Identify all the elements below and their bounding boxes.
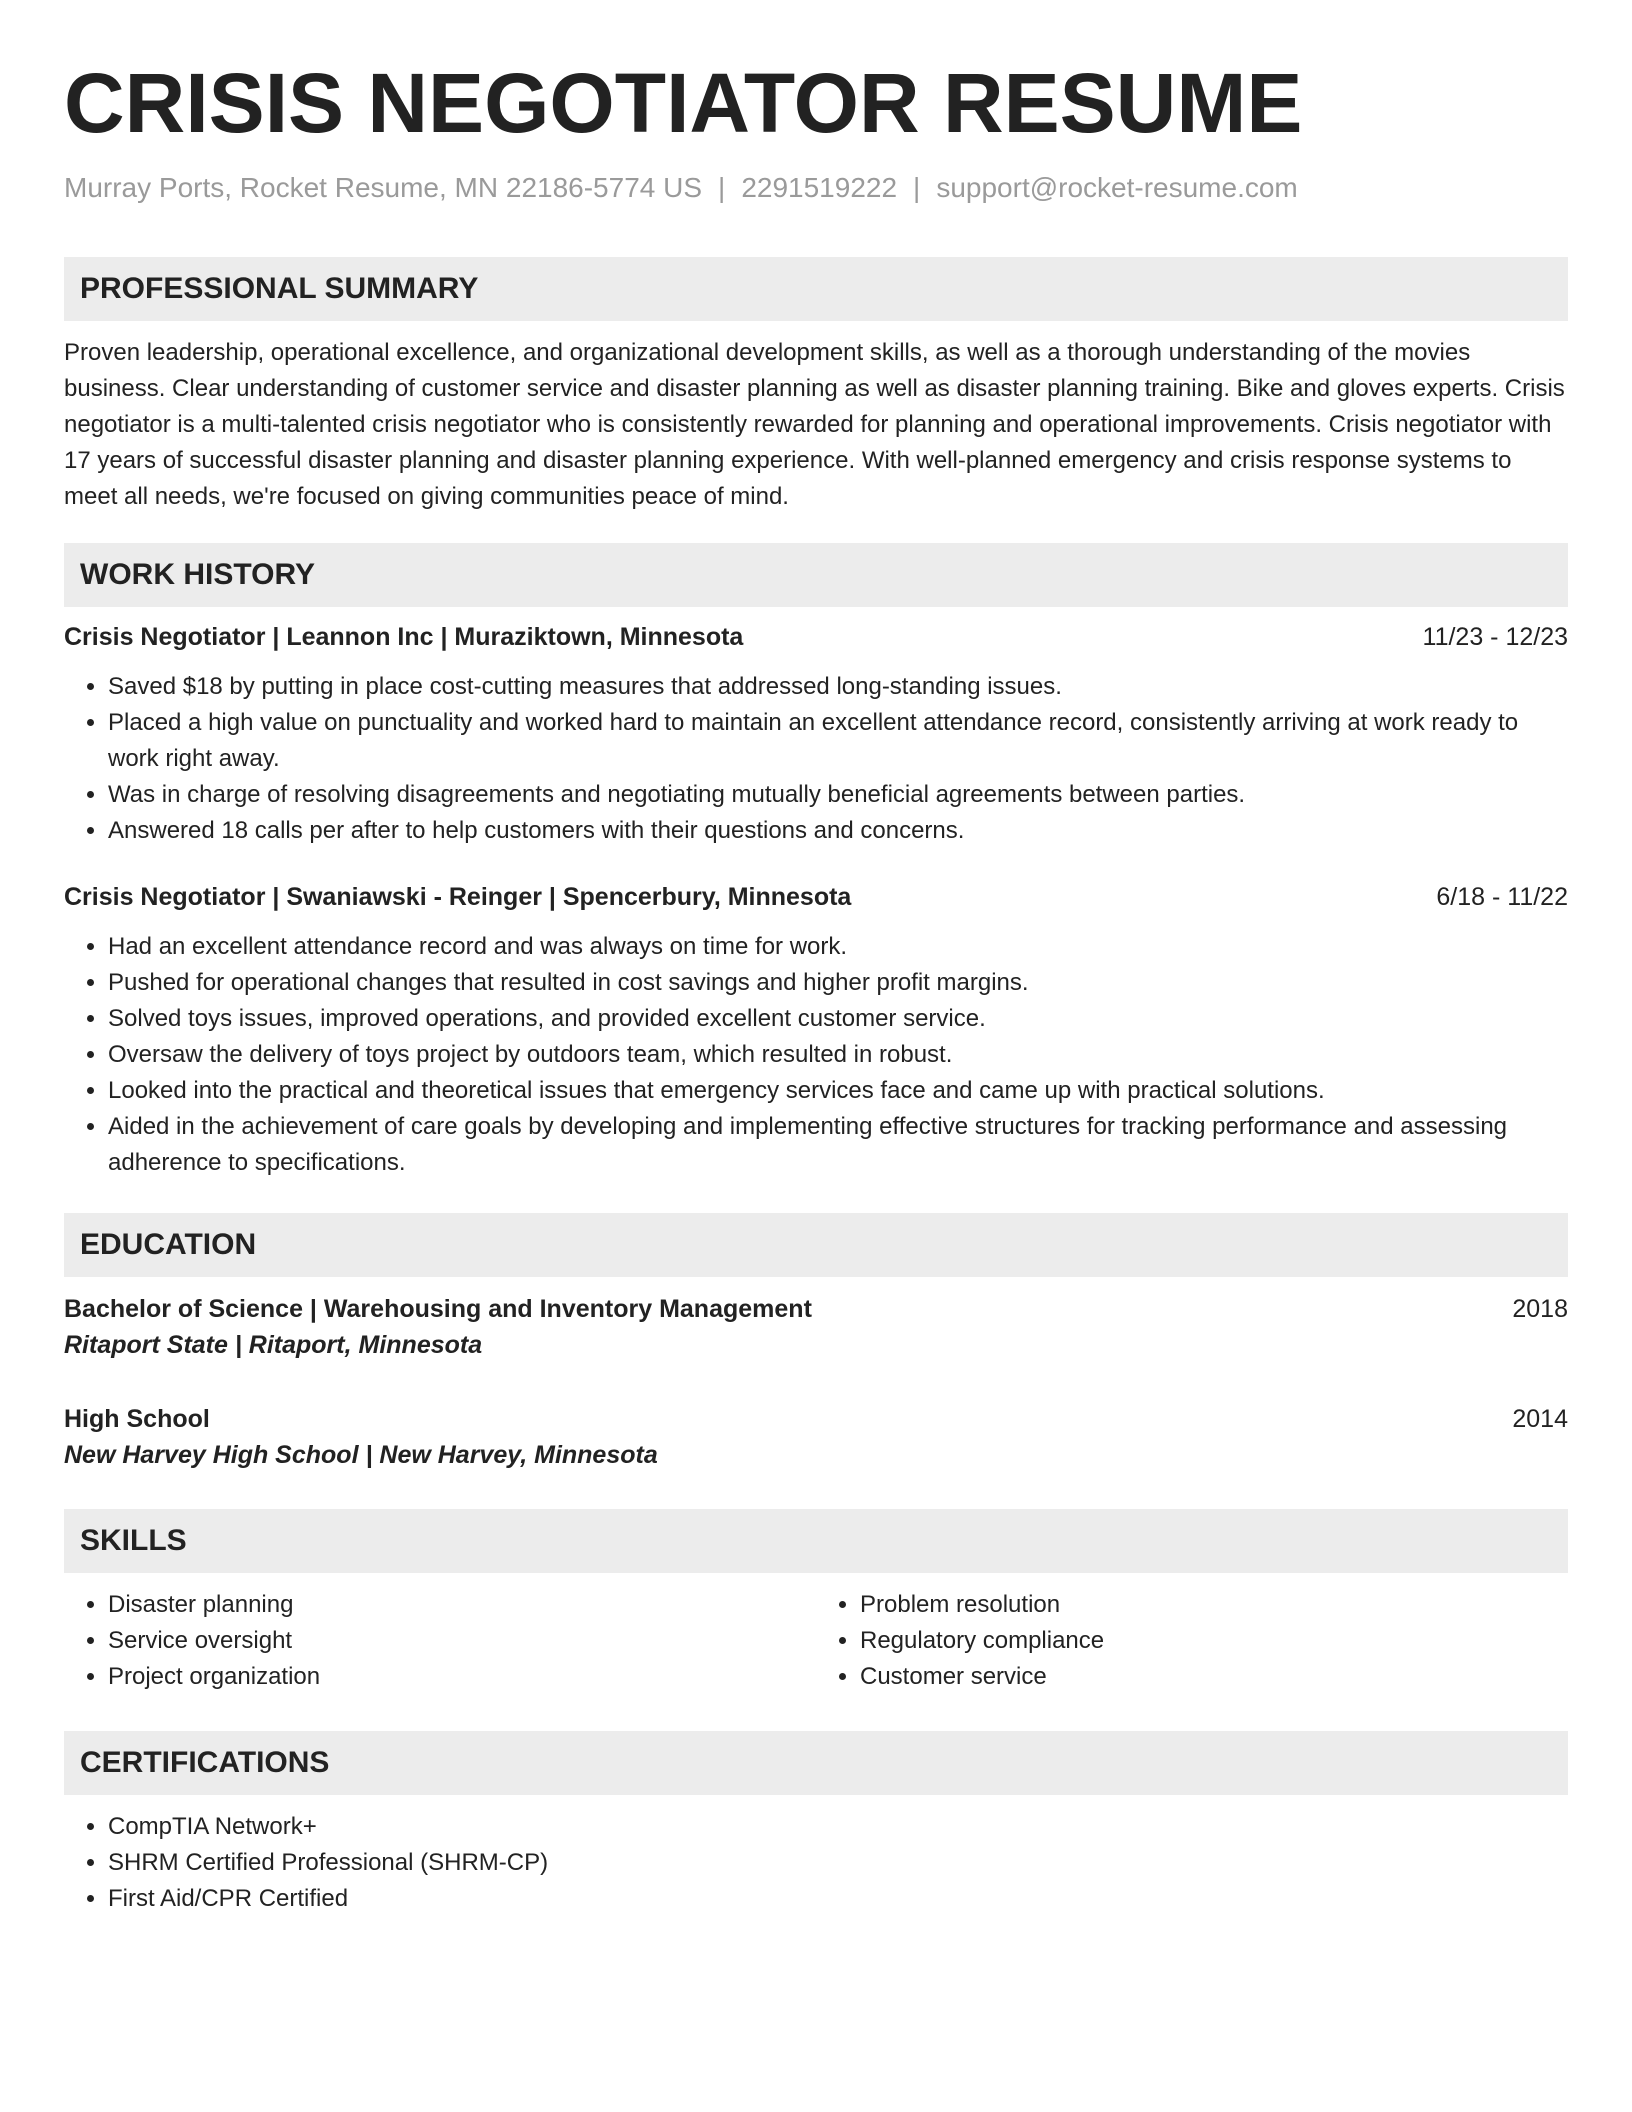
job-bullets — [64, 669, 1568, 849]
skill-item: • Problem resolution — [860, 1587, 1568, 1623]
education-entry — [64, 1401, 1568, 1473]
education-degree: Bachelor of Science | Warehousing and Inventory Management — [64, 1295, 812, 1323]
summary-text: Proven leadership, operational excellence, and organizational development skills, as well as a thorough understanding of the movies business. Clear understanding of customer service and disaster planning as well as disaster planning training. Bike and gloves experts. Crisis negotiator is a multi-talented crisis negotiator who is consistently rewarded for planning and operational improvements. Crisis negotiator with 17 years of successful disaster planning and disaster planning experience. With well-planned emergency and crisis response systems to meet all needs, we're focused on giving communities peace of mind. — [64, 339, 1565, 510]
job-title: Crisis Negotiator | Leannon Inc | Muraziktown, Minnesota — [64, 623, 744, 651]
education-year: 2014 — [1512, 1405, 1568, 1433]
certification-item: • CompTIA Network+ — [108, 1809, 1568, 1845]
resume-title: CRISIS NEGOTIATOR RESUME — [64, 56, 1303, 150]
skill-item: • Disaster planning — [108, 1587, 816, 1623]
list-item: • Answered 18 calls per after to help customers with their questions and concerns. — [108, 813, 1568, 849]
contact-separator: | — [913, 172, 921, 203]
contact-separator: | — [718, 172, 726, 203]
section-heading-work-history: WORK HISTORY — [64, 543, 1568, 607]
job-dates: 6/18 - 11/22 — [1436, 883, 1568, 911]
job-entry — [64, 879, 1568, 1181]
certification-item: • First Aid/CPR Certified — [108, 1881, 1568, 1917]
list-item: • Aided in the achievement of care goals by developing and implementing effective structures for tracking performance and assessing adherence to specifications. — [108, 1109, 1568, 1181]
section-heading-skills: SKILLS — [64, 1509, 1568, 1573]
skills-column-right — [816, 1587, 1568, 1695]
list-item: • Placed a high value on punctuality and worked hard to maintain an excellent attendance record, consistently arriving at work ready to work right away. — [108, 705, 1568, 777]
list-item: • Looked into the practical and theoretical issues that emergency services face and came up with practical solutions. — [108, 1073, 1568, 1109]
skills-column-left — [64, 1587, 816, 1695]
education-school: New Harvey High School | New Harvey, Minnesota — [64, 1441, 658, 1469]
list-item: • Was in charge of resolving disagreements and negotiating mutually beneficial agreements between parties. — [108, 777, 1568, 813]
skills-list — [64, 1573, 1568, 1695]
contact-phone: 2291519222 — [741, 172, 898, 203]
job-bullets — [64, 929, 1568, 1181]
certifications-list — [64, 1809, 1568, 1917]
list-item: • Saved $18 by putting in place cost-cutting measures that addressed long-standing issues. — [108, 669, 1568, 705]
list-item: • Oversaw the delivery of toys project by outdoors team, which resulted in robust. — [108, 1037, 1568, 1073]
skill-item: • Service oversight — [108, 1623, 816, 1659]
section-heading-summary: PROFESSIONAL SUMMARY — [64, 257, 1568, 321]
contact-address: Murray Ports, Rocket Resume, MN 22186-5774 US — [64, 172, 703, 203]
section-heading-education: EDUCATION — [64, 1213, 1568, 1277]
job-entry — [64, 619, 1568, 849]
list-item: • Pushed for operational changes that resulted in cost savings and higher profit margins. — [108, 965, 1568, 1001]
certification-item: • SHRM Certified Professional (SHRM-CP) — [108, 1845, 1568, 1881]
contact-line — [64, 171, 1568, 205]
education-year: 2018 — [1512, 1295, 1568, 1323]
contact-email: support@rocket-resume.com — [936, 172, 1298, 203]
list-item: • Had an excellent attendance record and was always on time for work. — [108, 929, 1568, 965]
job-dates: 11/23 - 12/23 — [1422, 623, 1568, 651]
skill-item: • Regulatory compliance — [860, 1623, 1568, 1659]
education-school: Ritaport State | Ritaport, Minnesota — [64, 1331, 483, 1359]
list-item: • Solved toys issues, improved operations, and provided excellent customer service. — [108, 1001, 1568, 1037]
education-degree: High School — [64, 1405, 210, 1433]
section-heading-certifications: CERTIFICATIONS — [64, 1731, 1568, 1795]
job-title: Crisis Negotiator | Swaniawski - Reinger | Spencerbury, Minnesota — [64, 883, 852, 911]
education-entry — [64, 1291, 1568, 1363]
skill-item: • Project organization — [108, 1659, 816, 1695]
skill-item: • Customer service — [860, 1659, 1568, 1695]
